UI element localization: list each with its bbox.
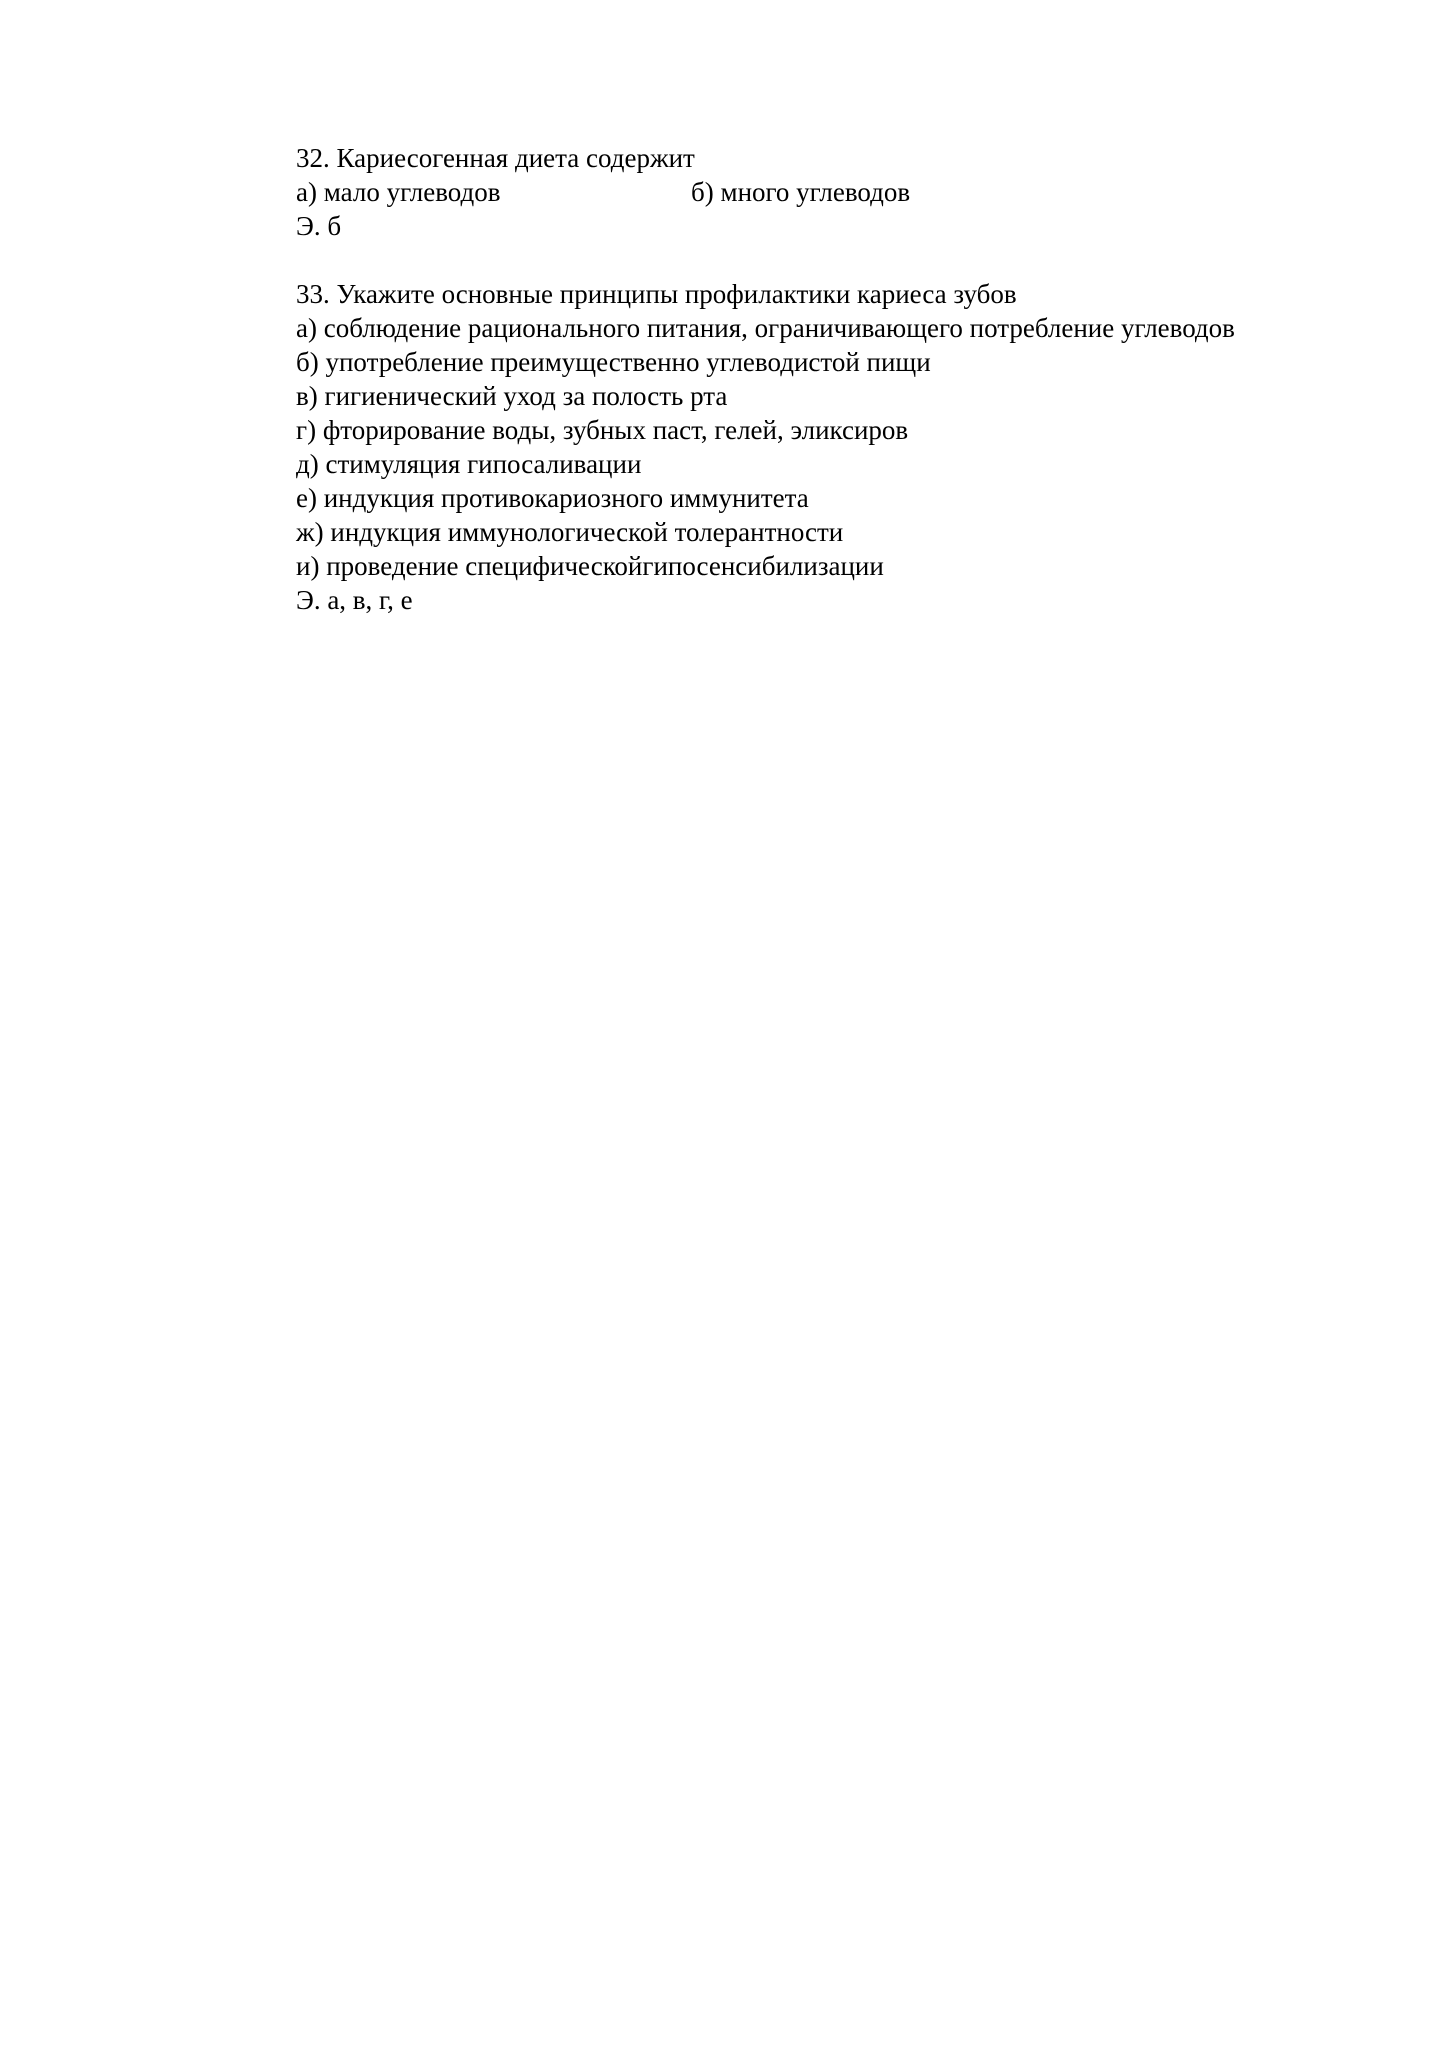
option-v: в) гигиенический уход за полость рта [296,381,728,411]
page-content [296,141,1396,617]
spacer [296,243,1396,277]
option-g: г) фторирование воды, зубных паст, гелей, эликсиров [296,415,909,445]
option-b: б) много углеводов [691,177,911,207]
option-zh: ж) индукция иммунологической толерантности [296,517,844,547]
option-e: е) индукция противокариозного иммунитета [296,483,809,513]
option-d: д) стимуляция гипосаливации [296,449,642,479]
option-b: б) употребление преимущественно углеводистой пищи [296,347,931,377]
question-block [296,277,1396,617]
question-text: 33. Укажите основные принципы профилактики кариеса зубов [296,279,1017,309]
option-a: а) мало углеводов [296,177,501,207]
option-i: и) проведение специфическойгипосенсибилизации [296,551,884,581]
answer-key: Э. б [296,211,342,241]
option-a: а) соблюдение рационального питания, ограничивающего потребление углеводов [296,313,1235,343]
options-row [296,175,1396,209]
answer-key: Э. а, в, г, е [296,585,413,615]
question-block [296,141,1396,243]
question-text: 32. Кариесогенная диета содержит [296,143,695,173]
